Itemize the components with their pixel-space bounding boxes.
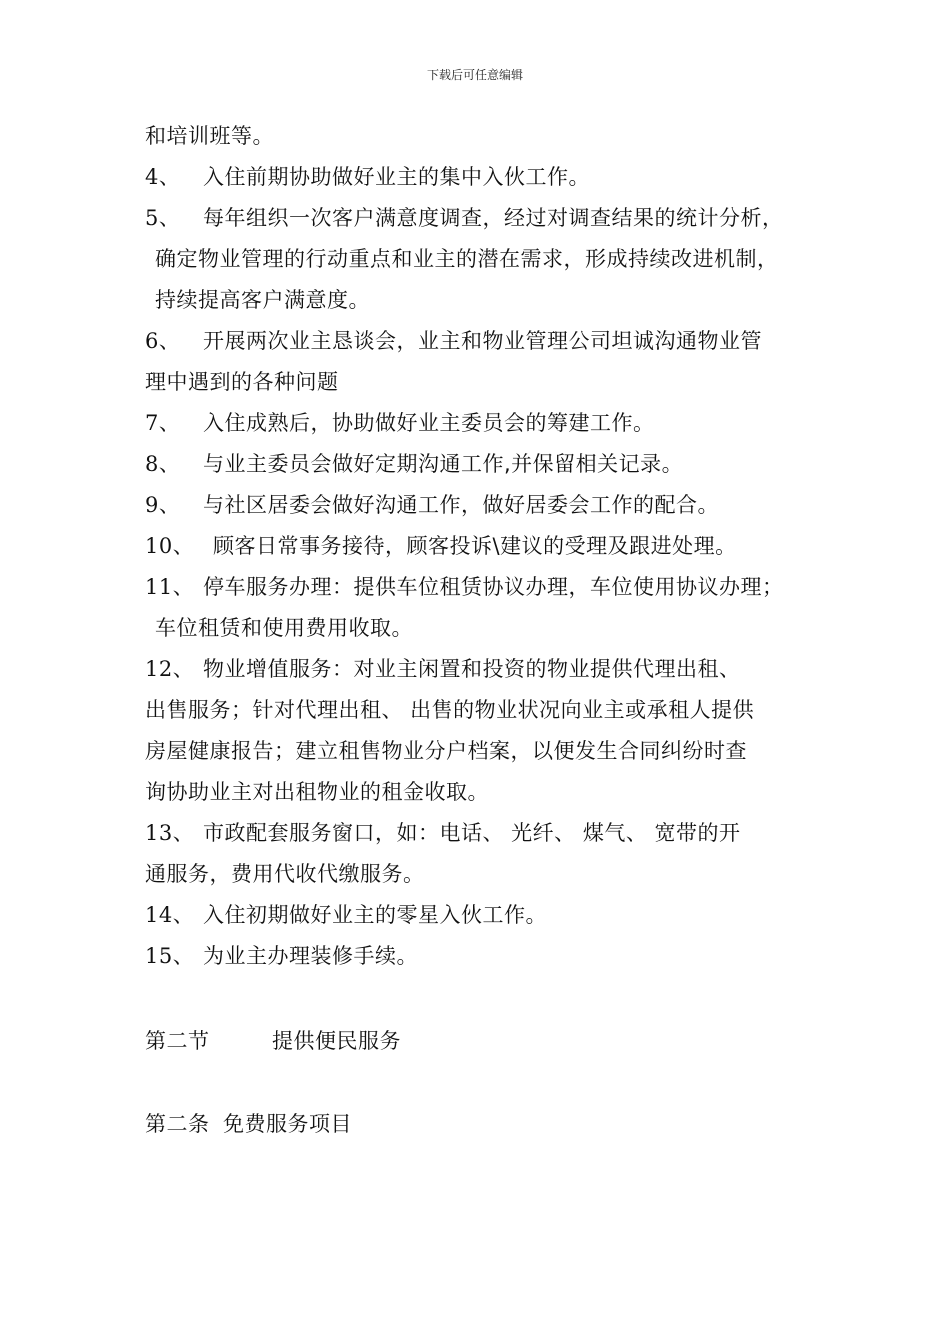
- article-label: 第二条: [145, 1112, 210, 1136]
- item-number: 6、: [145, 329, 181, 353]
- item-text: 入住初期做好业主的零星入伙工作。: [203, 903, 547, 927]
- list-item: [145, 901, 547, 929]
- list-item: [145, 327, 762, 355]
- item-text: 为业主办理装修手续。: [203, 944, 418, 968]
- line-text: 车位租赁和使用费用收取。: [155, 616, 413, 640]
- list-item: [145, 450, 683, 478]
- item-text: 停车服务办理：提供车位租赁协议办理，车位使用协议办理；: [203, 575, 784, 599]
- section-label: 第二节: [145, 1029, 210, 1053]
- item-text: 开展两次业主恳谈会，业主和物业管理公司坦诚沟通物业管: [203, 329, 762, 353]
- item-text: 与社区居委会做好沟通工作，做好居委会工作的配合。: [203, 493, 719, 517]
- item-number: 4、: [145, 165, 181, 189]
- text-line: [155, 614, 413, 642]
- item-text: 每年组织一次客户满意度调查，经过对调查结果的统计分析，: [203, 206, 784, 230]
- text-line: [145, 368, 339, 396]
- line-text: 房屋健康报告；建立租售物业分户档案，以便发生合同纠纷时查: [145, 739, 747, 763]
- list-item: [145, 204, 784, 232]
- article-heading: [145, 1110, 352, 1138]
- item-number: 9、: [145, 493, 181, 517]
- item-text: 市政配套服务窗口，如：电话、 光纤、 煤气、 宽带的开: [203, 821, 741, 845]
- section-title: 提供便民服务: [272, 1029, 401, 1053]
- text-line: [145, 778, 489, 806]
- page-header: 下载后可任意编辑: [426, 68, 523, 82]
- text-line: [145, 737, 747, 765]
- item-number: 10、: [145, 534, 195, 558]
- item-text: 入住前期协助做好业主的集中入伙工作。: [203, 165, 590, 189]
- item-number: 11、: [145, 575, 195, 599]
- list-item: [145, 409, 655, 437]
- item-number: 7、: [145, 411, 181, 435]
- item-text: 物业增值服务：对业主闲置和投资的物业提供代理出租、: [203, 657, 741, 681]
- item-text: 入住成熟后，协助做好业主委员会的筹建工作。: [203, 411, 655, 435]
- list-item: [145, 491, 719, 519]
- item-number: 14、: [145, 903, 195, 927]
- line-text: 持续提高客户满意度。: [155, 288, 370, 312]
- text-line: [145, 696, 754, 724]
- line-text: 通服务，费用代收代缴服务。: [145, 862, 425, 886]
- text-line: [145, 122, 274, 150]
- item-number: 13、: [145, 821, 195, 845]
- list-item: [145, 655, 741, 683]
- item-number: 8、: [145, 452, 181, 476]
- section-heading: [145, 1027, 401, 1055]
- list-item: [145, 942, 418, 970]
- list-item: [145, 819, 741, 847]
- item-number: 12、: [145, 657, 195, 681]
- article-title: 免费服务项目: [223, 1112, 352, 1136]
- text-line: [145, 860, 425, 888]
- line-text: 理中遇到的各种问题: [145, 370, 339, 394]
- item-number: 5、: [145, 206, 181, 230]
- line-text: 出售服务；针对代理出租、 出售的物业状况向业主或承租人提供: [145, 698, 755, 722]
- item-text: 顾客日常事务接待，顾客投诉\建议的受理及跟进处理。: [213, 534, 737, 558]
- item-text: 与业主委员会做好定期沟通工作,并保留相关记录。: [203, 452, 684, 476]
- line-text: 询协助业主对出租物业的租金收取。: [145, 780, 489, 804]
- line-text: 和培训班等。: [145, 124, 274, 148]
- list-item: [145, 573, 784, 601]
- text-line: [155, 286, 370, 314]
- item-number: 15、: [145, 944, 195, 968]
- list-item: [145, 163, 590, 191]
- text-line: [155, 245, 779, 273]
- line-text: 确定物业管理的行动重点和业主的潜在需求，形成持续改进机制，: [155, 247, 779, 271]
- list-item: [145, 532, 737, 560]
